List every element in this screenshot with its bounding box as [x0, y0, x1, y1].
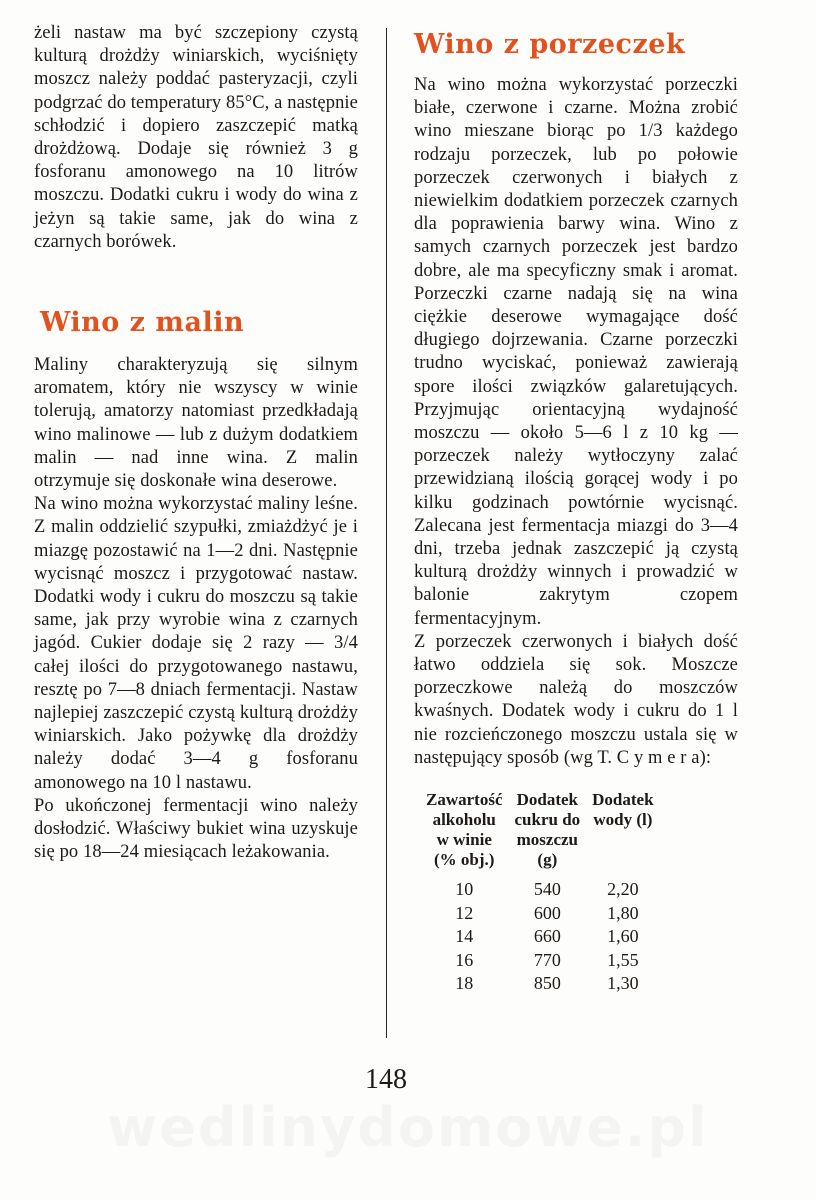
header-water-addition: Dodatek wody (l)	[592, 790, 654, 830]
porzeczek-paragraph-1: Na wino można wykorzystać porzeczki białe, czerwone i czarne. Można zrobić wino mieszane biorąc po 1/3 każdego rodzaju porzeczek, lub po połowie porzeczek czerwonych i białych z niewielkim dodatkiem porzeczek czarnych dla poprawienia barwy wina. Wino z samych czarnych porzeczek jest bardzo dobre, ale ma specyficzny smak i aromat. Porzeczki czarne nadają się na wina ciężkie deserowe wymagające dość długiego dojrzewania. Czarne porzeczki trudno wyciskać, ponieważ zawierają spore ilości związków galaretujących. Przyjmując orientacyjną wydajność moszczu — około 5—6 l z 10 kg — porzeczek należy wytłoczyny zalać przewidzianą ilością gorącej wody i po kilku godzinach powtórnie wycisnąć. Zalecana jest fermentacja miazgi do 3—4 dni, trzeba jednak zaszczepić ją czystą kulturą drożdży winnych i prowadzić w balonie zakrytym czopem fermentacyjnym.	[414, 75, 738, 629]
dosage-table	[420, 790, 660, 996]
cell-water: 1,80	[607, 902, 639, 923]
cell-alcohol: 14	[455, 926, 474, 947]
section-heading-malin: Wino z malin	[40, 307, 245, 339]
section-heading-porzeczek: Wino z porzeczek	[414, 29, 686, 60]
cell-alcohol: 12	[455, 902, 474, 923]
table-header-row	[420, 790, 660, 878]
cell-sugar: 600	[533, 902, 561, 923]
cell-alcohol: 10	[455, 879, 474, 900]
cell-water: 1,55	[607, 949, 639, 970]
malin-paragraph-1: Maliny charakteryzują się silnym aromatem, który nie wszyscy w winie tolerują, amatorzy natomiast przedkładają wino malinowe — lub z dużym dodatkiem malin — nad inne wina. Z malin otrzymuje się doskonałe wina deserowe.	[34, 355, 358, 492]
column-divider	[386, 28, 387, 1038]
header-sugar-addition: Dodatek cukru do moszczu (g)	[514, 790, 581, 870]
malin-paragraph-3: Po ukończonej fermentacji wino należy dosłodzić. Właściwy bukiet wina uzyskuje się po 18—24 miesiącach leżakowania.	[34, 795, 358, 863]
table-row	[420, 902, 660, 926]
porzeczek-paragraph-2: Z porzeczek czerwonych i białych dość łatwo oddziela się sok. Moszcze porzeczkowe należą do moszczów kwaśnych. Dodatek wody i cukru do 1 l nie rozcieńczonego moszczu ustala się w następujący sposób (wg T. C y m e r a):	[414, 631, 738, 768]
cell-sugar: 850	[533, 973, 561, 994]
intro-paragraph: żeli nastaw ma być szczepiony czystą kulturą drożdży winiarskich, wyciśnięty moszcz należy poddać pasteryzacji, czyli podgrzać do temperatury 85°C, a następnie schłodzić i dopiero zaszczepić matką drożdżową. Dodaje się również 3 g fosforanu amonowego na 10 litrów moszczu. Dodatki cukru i wody do wina z jeżyn są takie same, jak do wina z czarnych borówek.	[34, 23, 358, 252]
cell-sugar: 660	[533, 926, 561, 947]
table-row	[420, 949, 660, 973]
cell-sugar: 540	[533, 879, 561, 900]
cell-alcohol: 18	[455, 973, 474, 994]
table-row	[420, 972, 660, 996]
malin-paragraph-2: Na wino można wykorzystać maliny leśne. Z malin oddzielić szypułki, zmiażdżyć je i miazgę pozostawić na 1—2 dni. Następnie wycisnąć moszcz i przygotować nastaw. Dodatki wody i cukru do moszczu są takie same, jak przy wyrobie wina z czarnych jagód. Cukier dodaje się 2 razy — 3/4 całej ilości do przygotowanego nastawu, resztę po 7—8 dniach fermentacji. Nastaw najlepiej zaszczepić czystą kulturą drożdży winiarskich. Jako pożywkę dla drożdży należy dodać 3—4 g fosforanu amonowego na 10 l nastawu.	[34, 494, 358, 793]
dosage-table-wrapper	[420, 790, 738, 996]
cell-sugar: 770	[533, 949, 561, 970]
cell-water: 1,30	[607, 973, 639, 994]
header-alcohol-content: Zawartość alkoholu w winie (% obj.)	[426, 790, 503, 870]
table-row	[420, 925, 660, 949]
cell-alcohol: 16	[455, 949, 474, 970]
cell-water: 2,20	[607, 879, 639, 900]
cell-water: 1,60	[607, 926, 639, 947]
right-column	[414, 22, 738, 996]
table-row	[420, 878, 660, 902]
watermark	[0, 1096, 816, 1159]
left-column	[34, 22, 358, 865]
page-number: 148	[365, 1064, 407, 1095]
